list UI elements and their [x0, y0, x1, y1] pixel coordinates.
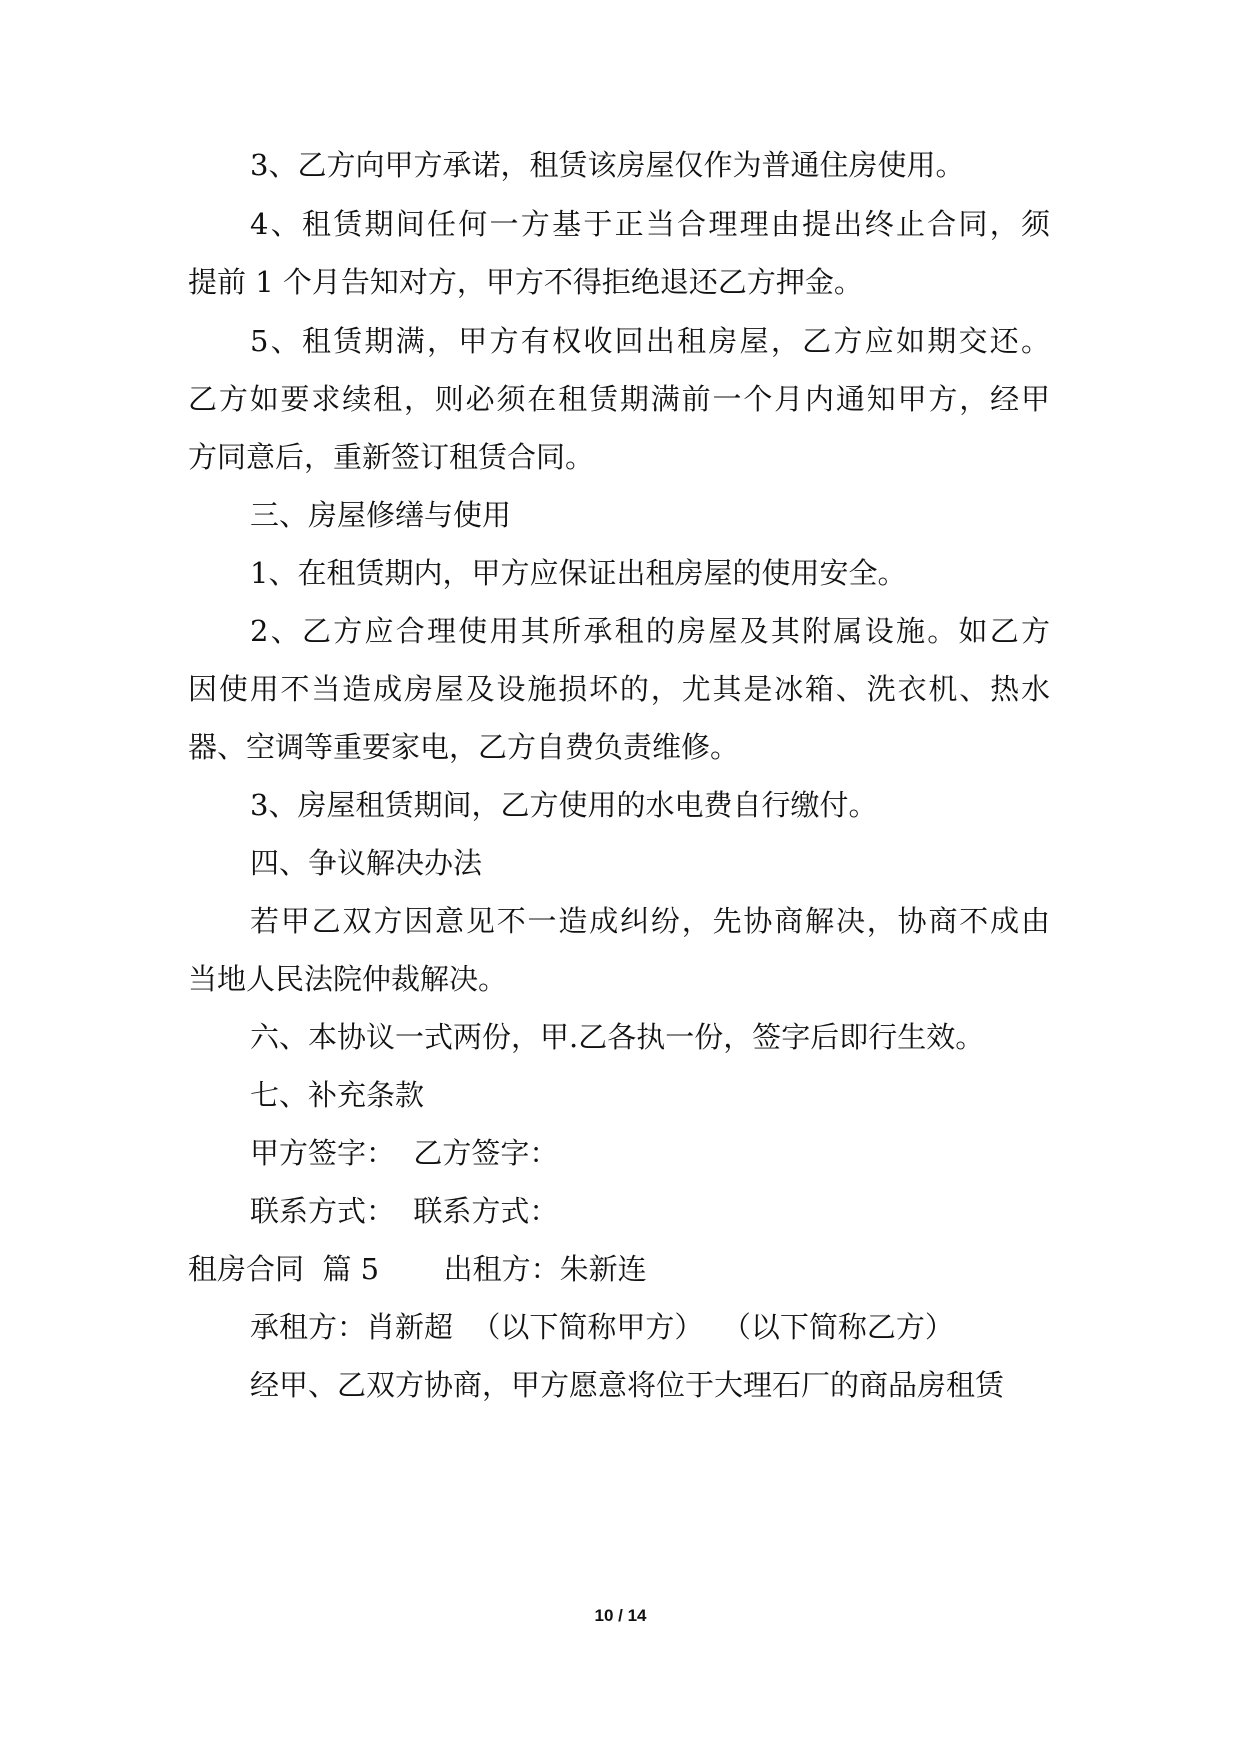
signature-line: 甲方签字： 乙方签字： [250, 1136, 559, 1170]
paragraph-line: 1、在租赁期内，甲方应保证出租房屋的使用安全。 [250, 556, 907, 590]
paragraph-line: 当地人民法院仲裁解决。 [188, 962, 508, 996]
page-number: 10 / 14 [594, 1606, 647, 1625]
paragraph-line: 方同意后，重新签订租赁合同。 [188, 440, 595, 474]
section-heading: 三、房屋修缮与使用 [250, 498, 512, 532]
paragraph-line: 4、租赁期间任何一方基于正当合理理由提出终止合同，须 [250, 207, 1050, 241]
contract-heading: 租房合同 篇 5 出租方：朱新连 [188, 1252, 647, 1286]
paragraph-line: 因使用不当造成房屋及设施损坏的，尤其是冰箱、洗衣机、热水 [188, 672, 1050, 706]
paragraph-line: 3、乙方向甲方承诺，租赁该房屋仅作为普通住房使用。 [250, 148, 965, 182]
contact-line: 联系方式： 联系方式： [250, 1194, 559, 1228]
section-heading: 七、补充条款 [250, 1078, 425, 1112]
paragraph-line: 经甲、乙双方协商，甲方愿意将位于大理石厂的商品房租赁 [250, 1368, 1005, 1402]
paragraph-line: 六、本协议一式两份，甲.乙各执一份，签字后即行生效。 [250, 1020, 985, 1054]
paragraph-line: 器、空调等重要家电，乙方自费负责维修。 [188, 730, 740, 764]
paragraph-line: 3、房屋租赁期间，乙方使用的水电费自行缴付。 [250, 788, 878, 822]
paragraph-line: 提前 1 个月告知对方，甲方不得拒绝退还乙方押金。 [188, 265, 863, 299]
paragraph-line: 若甲乙双方因意见不一造成纠纷，先协商解决，协商不成由 [250, 904, 1050, 938]
paragraph-line: 2、乙方应合理使用其所承租的房屋及其附属设施。如乙方 [250, 614, 1050, 648]
paragraph-line: 承租方：肖新超 （以下简称甲方） （以下简称乙方） [250, 1310, 954, 1344]
paragraph-line: 5、租赁期满，甲方有权收回出租房屋，乙方应如期交还。 [250, 324, 1050, 358]
paragraph-line: 乙方如要求续租，则必须在租赁期满前一个月内通知甲方，经甲 [188, 382, 1050, 416]
section-heading: 四、争议解决办法 [250, 846, 483, 880]
